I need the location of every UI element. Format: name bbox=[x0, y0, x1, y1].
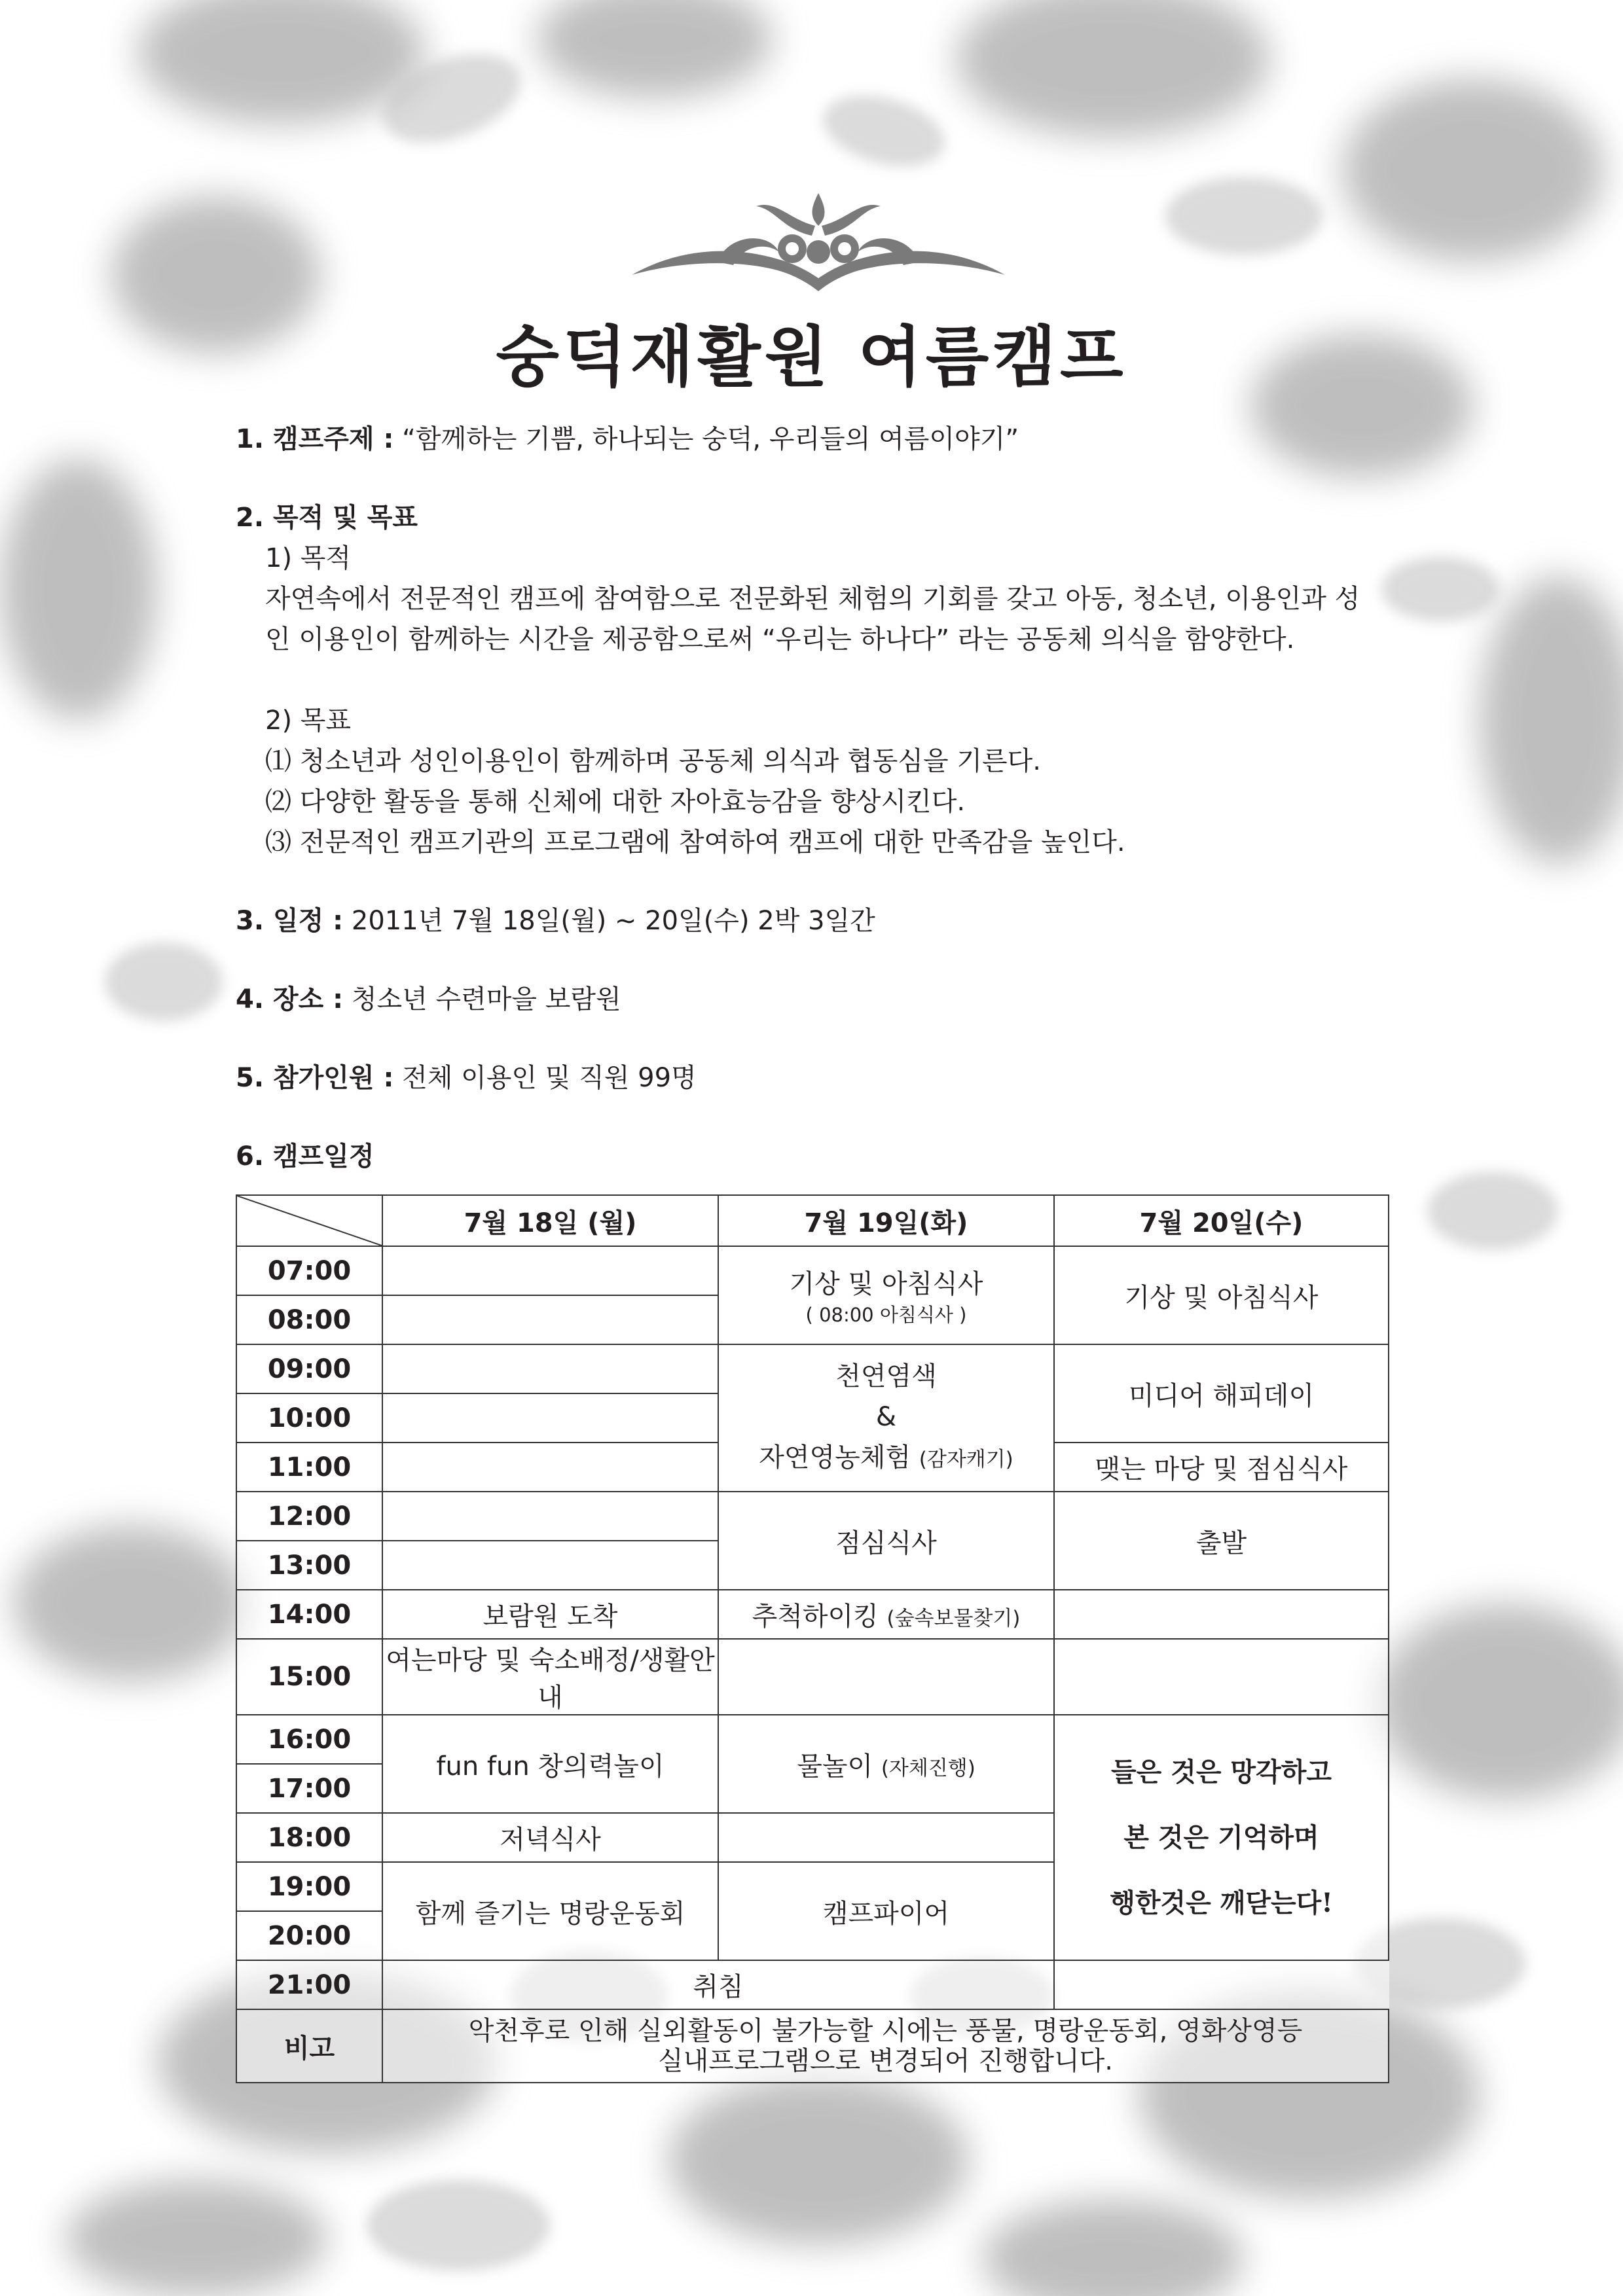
diagonal-line-icon bbox=[237, 1196, 382, 1246]
remark-line: 실내프로그램으로 변경되어 진행합니다. bbox=[657, 2046, 1114, 2076]
empty-cell bbox=[382, 1443, 718, 1492]
table-row bbox=[236, 1344, 1389, 1393]
table-row bbox=[236, 1715, 1389, 1764]
time-cell: 16:00 bbox=[236, 1715, 382, 1764]
section-label: 4. 장소 : bbox=[236, 984, 344, 1014]
remark-line: 악천후로 인해 실외활동이 불가능할 시에는 풍물, 명랑운동회, 영화상영등 bbox=[468, 2016, 1303, 2046]
activity-text: 물놀이 bbox=[797, 1751, 873, 1782]
time-cell: 14:00 bbox=[236, 1590, 382, 1639]
activity-subtext: (자체진행) bbox=[881, 1756, 976, 1780]
table-row bbox=[236, 1246, 1389, 1295]
empty-cell bbox=[382, 1541, 718, 1590]
activity-text: 기상 및 아침식사 bbox=[789, 1269, 983, 1299]
purpose-text-line: 인 이용인이 함께하는 시간을 제공함으로써 “우리는 하나다” 라는 공동체 의식을 함양한다. bbox=[265, 624, 1295, 655]
ornament-icon bbox=[619, 187, 1018, 304]
time-cell: 07:00 bbox=[236, 1246, 382, 1295]
schedule-cell: 캠프파이어 bbox=[718, 1862, 1054, 1960]
time-cell: 21:00 bbox=[236, 1960, 382, 2009]
schedule-cell bbox=[718, 1246, 1054, 1344]
section-place bbox=[236, 979, 1401, 1020]
remark-row bbox=[236, 2009, 1389, 2083]
section-value: 전체 이용인 및 직원 99명 bbox=[393, 1063, 697, 1093]
schedule-cell: 맺는 마당 및 점심식사 bbox=[1054, 1443, 1389, 1492]
section-purpose-heading: 2. 목적 및 목표 bbox=[236, 503, 418, 533]
time-cell: 15:00 bbox=[236, 1639, 382, 1715]
activity-subtext: ( 08:00 아침식사 ) bbox=[805, 1304, 967, 1326]
slogan-line: 행한것은 깨닫는다! bbox=[1110, 1887, 1333, 1918]
section-value: “함께하는 기쁨, 하나되는 숭덕, 우리들의 여름이야기” bbox=[393, 424, 1019, 454]
empty-cell bbox=[382, 1393, 718, 1443]
schedule-cell: 미디어 해피데이 bbox=[1054, 1344, 1389, 1443]
time-cell: 18:00 bbox=[236, 1813, 382, 1862]
schedule-cell: 여는마당 및 숙소배정/생활안내 bbox=[382, 1639, 718, 1715]
schedule-cell: 점심식사 bbox=[718, 1492, 1054, 1590]
section-label: 1. 캠프주제 : bbox=[236, 424, 394, 454]
activity-text: 추척하이킹 bbox=[752, 1602, 879, 1632]
empty-cell bbox=[382, 1492, 718, 1541]
goal-item: ⑵ 다양한 활동을 통해 신체에 대한 자아효능감을 향상시킨다. bbox=[265, 787, 966, 817]
time-cell: 20:00 bbox=[236, 1911, 382, 1960]
activity-subtext: (감자캐기) bbox=[919, 1448, 1013, 1471]
time-cell: 08:00 bbox=[236, 1295, 382, 1344]
activity-text bbox=[719, 1437, 1053, 1480]
goal-item: ⑶ 전문적인 캠프기관의 프로그램에 참여하여 캠프에 대한 만족감을 높인다. bbox=[265, 827, 1125, 857]
section-participants bbox=[236, 1058, 1401, 1098]
empty-cell bbox=[382, 1246, 718, 1295]
activity-text: 천연염색 bbox=[835, 1361, 937, 1391]
time-cell: 09:00 bbox=[236, 1344, 382, 1393]
page-title: 숭덕재활원 여름캠프 bbox=[496, 318, 1127, 395]
table-row bbox=[236, 1960, 1389, 2009]
section-value: 2011년 7월 18일(월) ~ 20일(수) 2박 3일간 bbox=[343, 906, 875, 936]
schedule-cell bbox=[718, 1590, 1054, 1639]
day-header: 7월 20일(수) bbox=[1054, 1195, 1389, 1246]
schedule-cell bbox=[718, 1344, 1054, 1492]
section-value: 청소년 수련마을 보람원 bbox=[343, 984, 621, 1014]
day-header: 7월 18일 (월) bbox=[382, 1195, 718, 1246]
time-cell: 17:00 bbox=[236, 1764, 382, 1813]
section-schedule-heading: 6. 캠프일정 bbox=[236, 1141, 374, 1172]
activity-text: 자연영농체험 bbox=[759, 1443, 911, 1473]
time-cell: 13:00 bbox=[236, 1541, 382, 1590]
slogan-line: 본 것은 기억하며 bbox=[1123, 1821, 1319, 1853]
time-cell: 19:00 bbox=[236, 1862, 382, 1911]
activity-text: & bbox=[875, 1402, 897, 1432]
purpose-text-line: 자연속에서 전문적인 캠프에 참여함으로 전문화된 체험의 기회를 갖고 아동, 청소년, 이용인과 성 bbox=[265, 584, 1360, 614]
table-row bbox=[236, 1590, 1389, 1639]
empty-cell bbox=[718, 1813, 1054, 1862]
slogan-cell bbox=[1054, 1715, 1389, 1960]
slogan-line: 들은 것은 망각하고 bbox=[1111, 1756, 1332, 1787]
section-dates bbox=[236, 901, 1401, 941]
goal-subheading: 2) 목표 bbox=[265, 706, 352, 736]
schedule-cell: 저녁식사 bbox=[382, 1813, 718, 1862]
document-body bbox=[236, 419, 1401, 1177]
table-row bbox=[236, 1492, 1389, 1541]
section-theme bbox=[236, 419, 1401, 459]
corner-cell bbox=[236, 1195, 382, 1246]
table-row bbox=[236, 1639, 1389, 1715]
schedule-cell: 출발 bbox=[1054, 1492, 1389, 1590]
empty-cell bbox=[382, 1344, 718, 1393]
time-cell: 11:00 bbox=[236, 1443, 382, 1492]
purpose-subheading: 1) 목적 bbox=[265, 543, 352, 573]
remark-cell bbox=[382, 2009, 1389, 2083]
remark-label: 비고 bbox=[236, 2009, 382, 2083]
empty-cell bbox=[1054, 1590, 1389, 1639]
empty-cell bbox=[382, 1295, 718, 1344]
schedule-cell: 기상 및 아침식사 bbox=[1054, 1246, 1389, 1344]
section-label: 3. 일정 : bbox=[236, 906, 344, 936]
goal-item: ⑴ 청소년과 성인이용인이 함께하며 공동체 의식과 협동심을 기른다. bbox=[265, 746, 1041, 776]
section-label: 5. 참가인원 : bbox=[236, 1063, 394, 1093]
schedule-cell bbox=[718, 1715, 1054, 1813]
schedule-cell: 취침 bbox=[382, 1960, 1054, 2009]
schedule-cell: 보람원 도착 bbox=[382, 1590, 718, 1639]
empty-cell bbox=[1054, 1639, 1389, 1715]
camp-schedule-table bbox=[236, 1194, 1389, 2083]
day-header: 7월 19일(화) bbox=[718, 1195, 1054, 1246]
schedule-cell: 함께 즐기는 명랑운동회 bbox=[382, 1862, 718, 1960]
time-cell: 10:00 bbox=[236, 1393, 382, 1443]
schedule-cell: fun fun 창의력놀이 bbox=[382, 1715, 718, 1813]
time-cell: 12:00 bbox=[236, 1492, 382, 1541]
table-header-row bbox=[236, 1195, 1389, 1246]
empty-cell bbox=[718, 1639, 1054, 1715]
activity-subtext: (숲속보물찾기) bbox=[886, 1607, 1021, 1630]
